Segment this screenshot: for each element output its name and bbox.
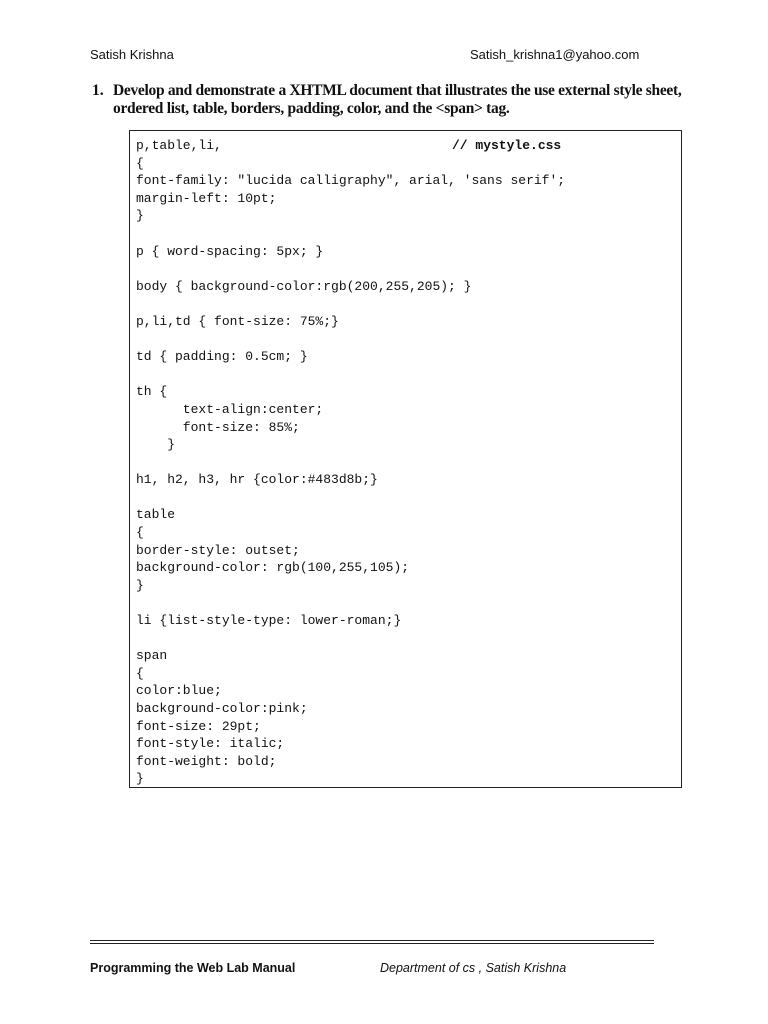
code-line: border-style: outset; xyxy=(136,542,300,558)
code-line: span xyxy=(136,648,168,664)
code-line: font-family: "lucida calligraphy", arial, 'sans serif'; xyxy=(136,173,566,189)
task-text: Develop and demonstrate a XHTML document that illustrates the use external style sheet, ordered list, table, borders, padding, color, and the <span> tag. xyxy=(113,82,682,117)
code-listing xyxy=(129,130,682,788)
footer-department: Department of cs , Satish Krishna xyxy=(380,961,567,975)
code-line: text-align:center; xyxy=(136,401,324,417)
code-line: } xyxy=(136,208,144,224)
footer-rule-bottom xyxy=(90,943,654,944)
footer-rule-top xyxy=(90,940,654,941)
task-number: 1. xyxy=(92,82,104,99)
code-lines xyxy=(136,137,681,788)
code-line: p,li,td { font-size: 75%;} xyxy=(136,313,339,329)
code-line xyxy=(136,260,681,278)
code-line: } xyxy=(136,577,144,593)
code-line: font-size: 29pt; xyxy=(136,718,261,734)
code-line: font-style: italic; xyxy=(136,736,285,752)
code-line xyxy=(136,366,681,384)
code-line xyxy=(136,295,681,313)
code-line: font-weight: bold; xyxy=(136,753,277,769)
code-line: p,table,li, xyxy=(136,138,222,153)
code-line: color:blue; xyxy=(136,683,222,699)
code-line: { xyxy=(136,665,144,681)
code-line: th { xyxy=(136,384,168,400)
code-line: h1, h2, h3, hr {color:#483d8b;} xyxy=(136,472,378,488)
header-author: Satish Krishna xyxy=(90,47,174,62)
filename-comment: // mystyle.css xyxy=(452,138,562,153)
code-line xyxy=(136,454,681,472)
code-line xyxy=(136,489,681,507)
code-line: background-color: rgb(100,255,105); xyxy=(136,560,410,576)
code-line: font-size: 85%; xyxy=(136,419,300,435)
code-line: p { word-spacing: 5px; } xyxy=(136,243,324,259)
task-statement xyxy=(92,82,692,118)
code-line xyxy=(136,594,681,612)
footer-manual-title: Programming the Web Lab Manual xyxy=(90,961,296,975)
code-line: li {list-style-type: lower-roman;} xyxy=(136,613,402,629)
code-line: background-color:pink; xyxy=(136,701,308,716)
code-line: table xyxy=(136,507,176,523)
code-line: { xyxy=(136,155,144,171)
code-line: body { background-color:rgb(200,255,205); } xyxy=(136,278,472,294)
code-line: } xyxy=(136,771,144,787)
code-line: td { padding: 0.5cm; } xyxy=(136,349,308,365)
code-line xyxy=(136,331,681,349)
code-line: } xyxy=(136,437,176,453)
code-line: { xyxy=(136,525,144,541)
code-line xyxy=(136,225,681,243)
code-line xyxy=(136,630,681,648)
code-line: margin-left: 10pt; xyxy=(136,190,277,206)
header-email: Satish_krishna1@yahoo.com xyxy=(470,47,640,62)
